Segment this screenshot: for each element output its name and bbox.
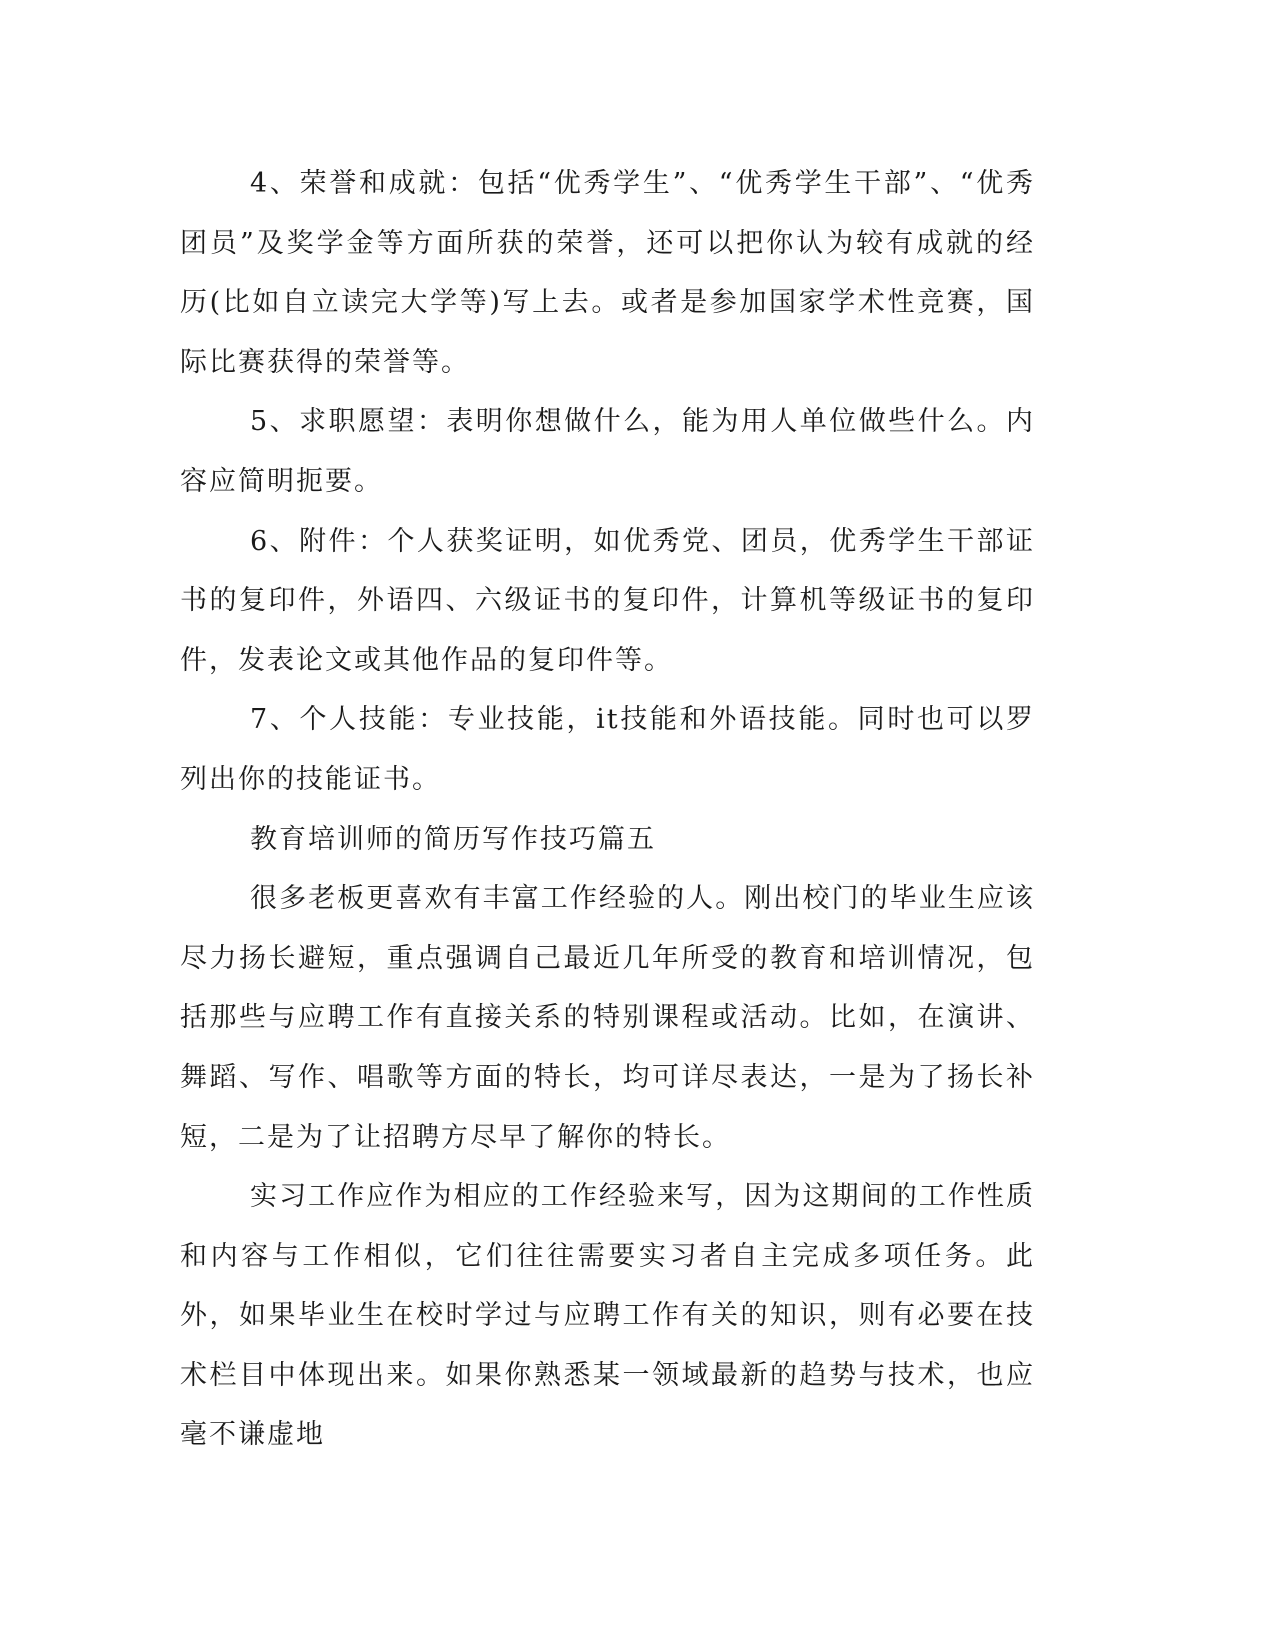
- paragraph-skills: 7、个人技能：专业技能，it技能和外语技能。同时也可以罗列出你的技能证书。: [180, 704, 1035, 795]
- section-heading: 教育培训师的简历写作技巧篇五: [250, 823, 656, 855]
- paragraph-experience: 很多老板更喜欢有丰富工作经验的人。刚出校门的毕业生应该尽力扬长避短，重点强调自己最近几年所受的教育和培训情况，包括那些与应聘工作有直接关系的特别课程或活动。比如，在演讲、舞蹈、写作、唱歌等方面的特长，均可详尽表达，一是为了扬长补短，二是为了让招聘方尽早了解你的特长。: [180, 883, 1035, 1153]
- paragraph-job-aspiration: 5、求职愿望：表明你想做什么，能为用人单位做些什么。内容应简明扼要。: [180, 406, 1035, 497]
- document-body: [180, 154, 1035, 1465]
- paragraph-honors: 4、荣誉和成就：包括“优秀学生”、“优秀学生干部”、“优秀团员”及奖学金等方面所获的荣誉，还可以把你认为较有成就的经历(比如自立读完大学等)写上去。或者是参加国家学术性竞赛，国际比赛获得的荣誉等。: [180, 168, 1035, 378]
- paragraph-internship: 实习工作应作为相应的工作经验来写，因为这期间的工作性质和内容与工作相似，它们往往需要实习者自主完成多项任务。此外，如果毕业生在校时学过与应聘工作有关的知识，则有必要在技术栏目中体现出来。如果你熟悉某一领域最新的趋势与技术，也应毫不谦虚地: [180, 1181, 1035, 1451]
- paragraph-attachments: 6、附件：个人获奖证明，如优秀党、团员，优秀学生干部证书的复印件，外语四、六级证书的复印件，计算机等级证书的复印件，发表论文或其他作品的复印件等。: [180, 525, 1035, 676]
